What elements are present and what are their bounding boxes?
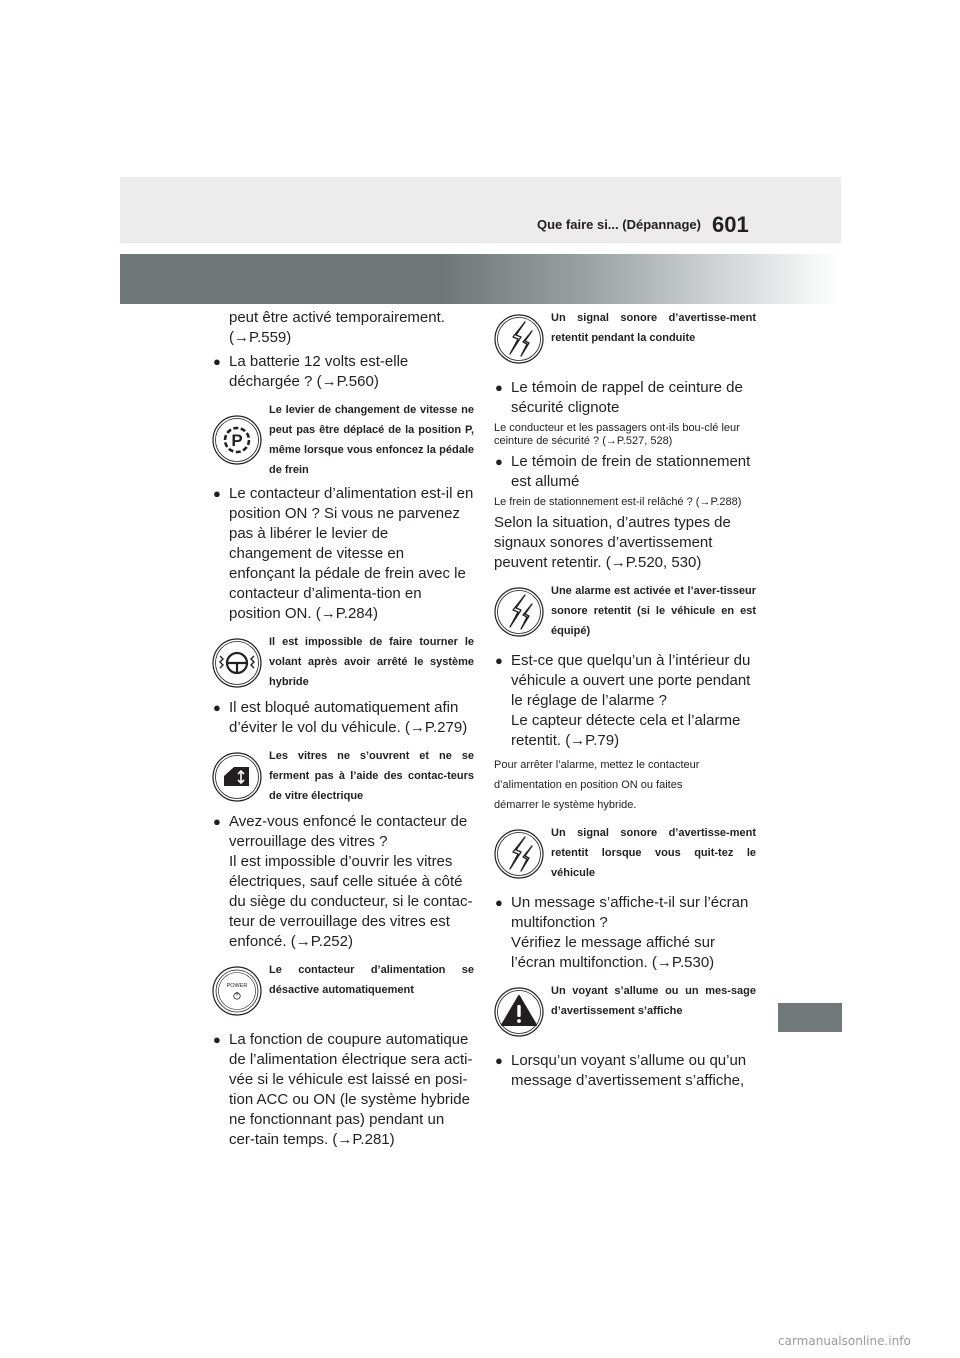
watermark: carmanualsonline.info <box>778 1334 911 1348</box>
bullet-text: Lorsqu’un voyant s’allume ou qu’un message d’avertissement s’affiche, <box>511 1052 747 1089</box>
para-other-buzzers: Selon la situation, d’autres types de signaux sonores d’avertissement peuvent retentir. (→P.520, 530) <box>494 514 731 571</box>
icon-row-power <box>212 960 474 1022</box>
note-parking-brake: Le frein de stationnement est-il relâché ? (→P.288) <box>494 496 742 508</box>
bullet-warning-light: ● Lorsqu’un voyant s’allume ou qu’un message d’avertissement s’affiche, <box>495 1052 747 1089</box>
bullet-body: Le capteur détecte cela et l’alarme retentit. (→P.79) <box>511 712 741 749</box>
bullet-alarm-door: ● Est-ce que quelqu’un à l’intérieur du véhicule a ouvert une porte pendant le réglage de l’alarme ? Le capteur détecte cela et l’alarme retentit. (→P.79) <box>495 652 751 749</box>
bullet-power-on: ● Le contacteur d’alimentation est-il en position ON ? Si vous ne parvenez pas à libérer le levier de changement de vitesse en enfonçant la pédale de frein avec le contacteur d’alimenta-tion en position ON. (→P.284) <box>213 485 474 622</box>
warning-triangle-icon <box>494 987 544 1037</box>
bullet-text: Il est bloqué automatiquement afin d’éviter le vol du véhicule. (→P.279) <box>229 699 468 736</box>
intro-line-1: peut être activé temporairement. <box>229 309 445 326</box>
bullet-theft-lock: ● Il est bloqué automatiquement afin d’éviter le vol du véhicule. (→P.279) <box>213 699 468 736</box>
icon-caption-p-lever: Le levier de changement de vitesse ne peut pas être déplacé de la position P, même lorsque vous enfoncez la pédale de frein <box>269 404 474 476</box>
left-column <box>212 308 474 1150</box>
bullet-question: Un message s’affiche-t-il sur l’écran multifonction ? <box>511 894 749 931</box>
icon-row-window <box>212 746 474 808</box>
buzzer-icon <box>494 314 544 364</box>
icon-caption-steering: Il est impossible de faire tourner le volant après avoir arrêté le système hybride <box>269 636 474 688</box>
bullet-text: La batterie 12 volts est-elle déchargée ? (→P.560) <box>229 353 409 390</box>
note-alarm-line-3: démarrer le système hybride. <box>494 799 637 811</box>
bullet-battery: ● La batterie 12 volts est-elle déchargée ? (→P.560) <box>213 353 409 390</box>
icon-row-p-lever <box>212 400 474 480</box>
svg-text:P: P <box>231 431 243 450</box>
icon-caption-warning: Un voyant s’allume ou un mes-sage d’avertissement s’affiche <box>551 985 756 1017</box>
header-gradient-band <box>120 254 841 304</box>
icon-row-warning <box>494 981 756 1043</box>
icon-caption-buzzer-exit: Un signal sonore d’avertisse-ment retentit lorsque vous quit-tez le véhicule <box>551 827 756 879</box>
bullet-question-line-1: Avez-vous enfoncé le contacteur de <box>229 813 468 830</box>
section-title: Que faire si... (Dépannage) <box>537 217 701 232</box>
bullet-body: Il est impossible d’ouvrir les vitres électriques, sauf celle située à côté du siège du conducteur, si le contac-teur de verrouillage des vitres est enfoncé. (→P.252) <box>229 853 473 950</box>
power-label: POWER <box>226 983 248 989</box>
icon-caption-buzzer-alarm: Une alarme est activée et l’aver-tisseur sonore retentit (si le véhicule en est équipé) <box>551 585 756 637</box>
icon-caption-power: Le contacteur d’alimentation se désactive automatiquement <box>269 964 474 996</box>
note-alarm-line-2: d’alimentation en position ON ou faites <box>494 779 683 791</box>
buzzer-icon <box>494 829 544 879</box>
bullet-body: Vérifiez le message affiché sur l’écran multifonction. (→P.530) <box>511 934 715 971</box>
window-switch-icon <box>212 752 262 802</box>
steering-lock-icon <box>212 638 262 688</box>
bullet-parking-brake: ● Le témoin de frein de stationnement est allumé <box>495 453 751 490</box>
bullet-question-line-2: verrouillage des vitres ? <box>229 833 388 850</box>
icon-row-buzzer-exit <box>494 823 756 885</box>
buzzer-icon <box>494 587 544 637</box>
icon-row-buzzer-alarm <box>494 581 756 643</box>
bullet-seatbelt: ● Le témoin de rappel de ceinture de sécurité clignote <box>495 379 743 416</box>
icon-caption-buzzer-driving: Un signal sonore d’avertisse-ment retentit pendant la conduite <box>551 312 756 344</box>
bullet-question: Est-ce que quelqu’un à l’intérieur du véhicule a ouvert une porte pendant le réglage de l’alarme ? <box>511 652 751 709</box>
note-alarm-line-1: Pour arrêter l’alarme, mettez le contacteur <box>494 759 700 771</box>
bullet-text: Le témoin de rappel de ceinture de sécurité clignote <box>511 379 743 416</box>
bullet-multi-display: ● Un message s’affiche-t-il sur l’écran multifonction ? Vérifiez le message affiché sur l’écran multifonction. (→P.530) <box>495 894 749 971</box>
bullet-text: Le contacteur d’alimentation est-il en position ON ? Si vous ne parvenez pas à libérer le levier de changement de vitesse en enfonçant la pédale de frein avec le contacteur d’alimenta-tion en position ON. (→P.284) <box>229 485 474 622</box>
icon-caption-window: Les vitres ne s’ouvrent et ne se ferment pas à l’aide des contac-teurs de vitre électrique <box>269 750 474 802</box>
bullet-auto-off: ● La fonction de coupure automatique de l’alimentation électrique sera acti-vée si le véhicule est laissé en posi-tion ACC ou ON (le système hybride ne fonctionnant pas) pendant un cer-tain temps. (→P.281) <box>213 1031 473 1148</box>
note-seatbelt: Le conducteur et les passagers ont-ils bou-clé leur ceinture de sécurité ? (→P.527, 528) <box>494 422 740 447</box>
icon-row-steering <box>212 632 474 694</box>
p-gear-icon <box>212 415 262 465</box>
power-button-icon <box>212 966 262 1016</box>
intro-line-2: (→P.559) <box>229 329 292 346</box>
icon-row-buzzer-driving <box>494 308 756 370</box>
right-column <box>494 308 756 1091</box>
bullet-text: La fonction de coupure automatique de l’alimentation électrique sera acti-vée si le véhicule est laissé en posi-tion ACC ou ON (le système hybride ne fonctionnant pas) pendant un cer-tain temps. (→P.281) <box>229 1031 473 1148</box>
bullet-text: Le témoin de frein de stationnement est allumé <box>511 453 751 490</box>
page-number: 601 <box>712 212 749 237</box>
chapter-tab <box>778 1003 842 1032</box>
bullet-window-lock: ● Avez-vous enfoncé le contacteur de verrouillage des vitres ? Il est impossible d’ouvrir les vitres électriques, sauf celle située à côté du siège du conducteur, si le contac-teur de verrouillage des vitres est enfoncé. (→P.252) <box>213 813 473 950</box>
